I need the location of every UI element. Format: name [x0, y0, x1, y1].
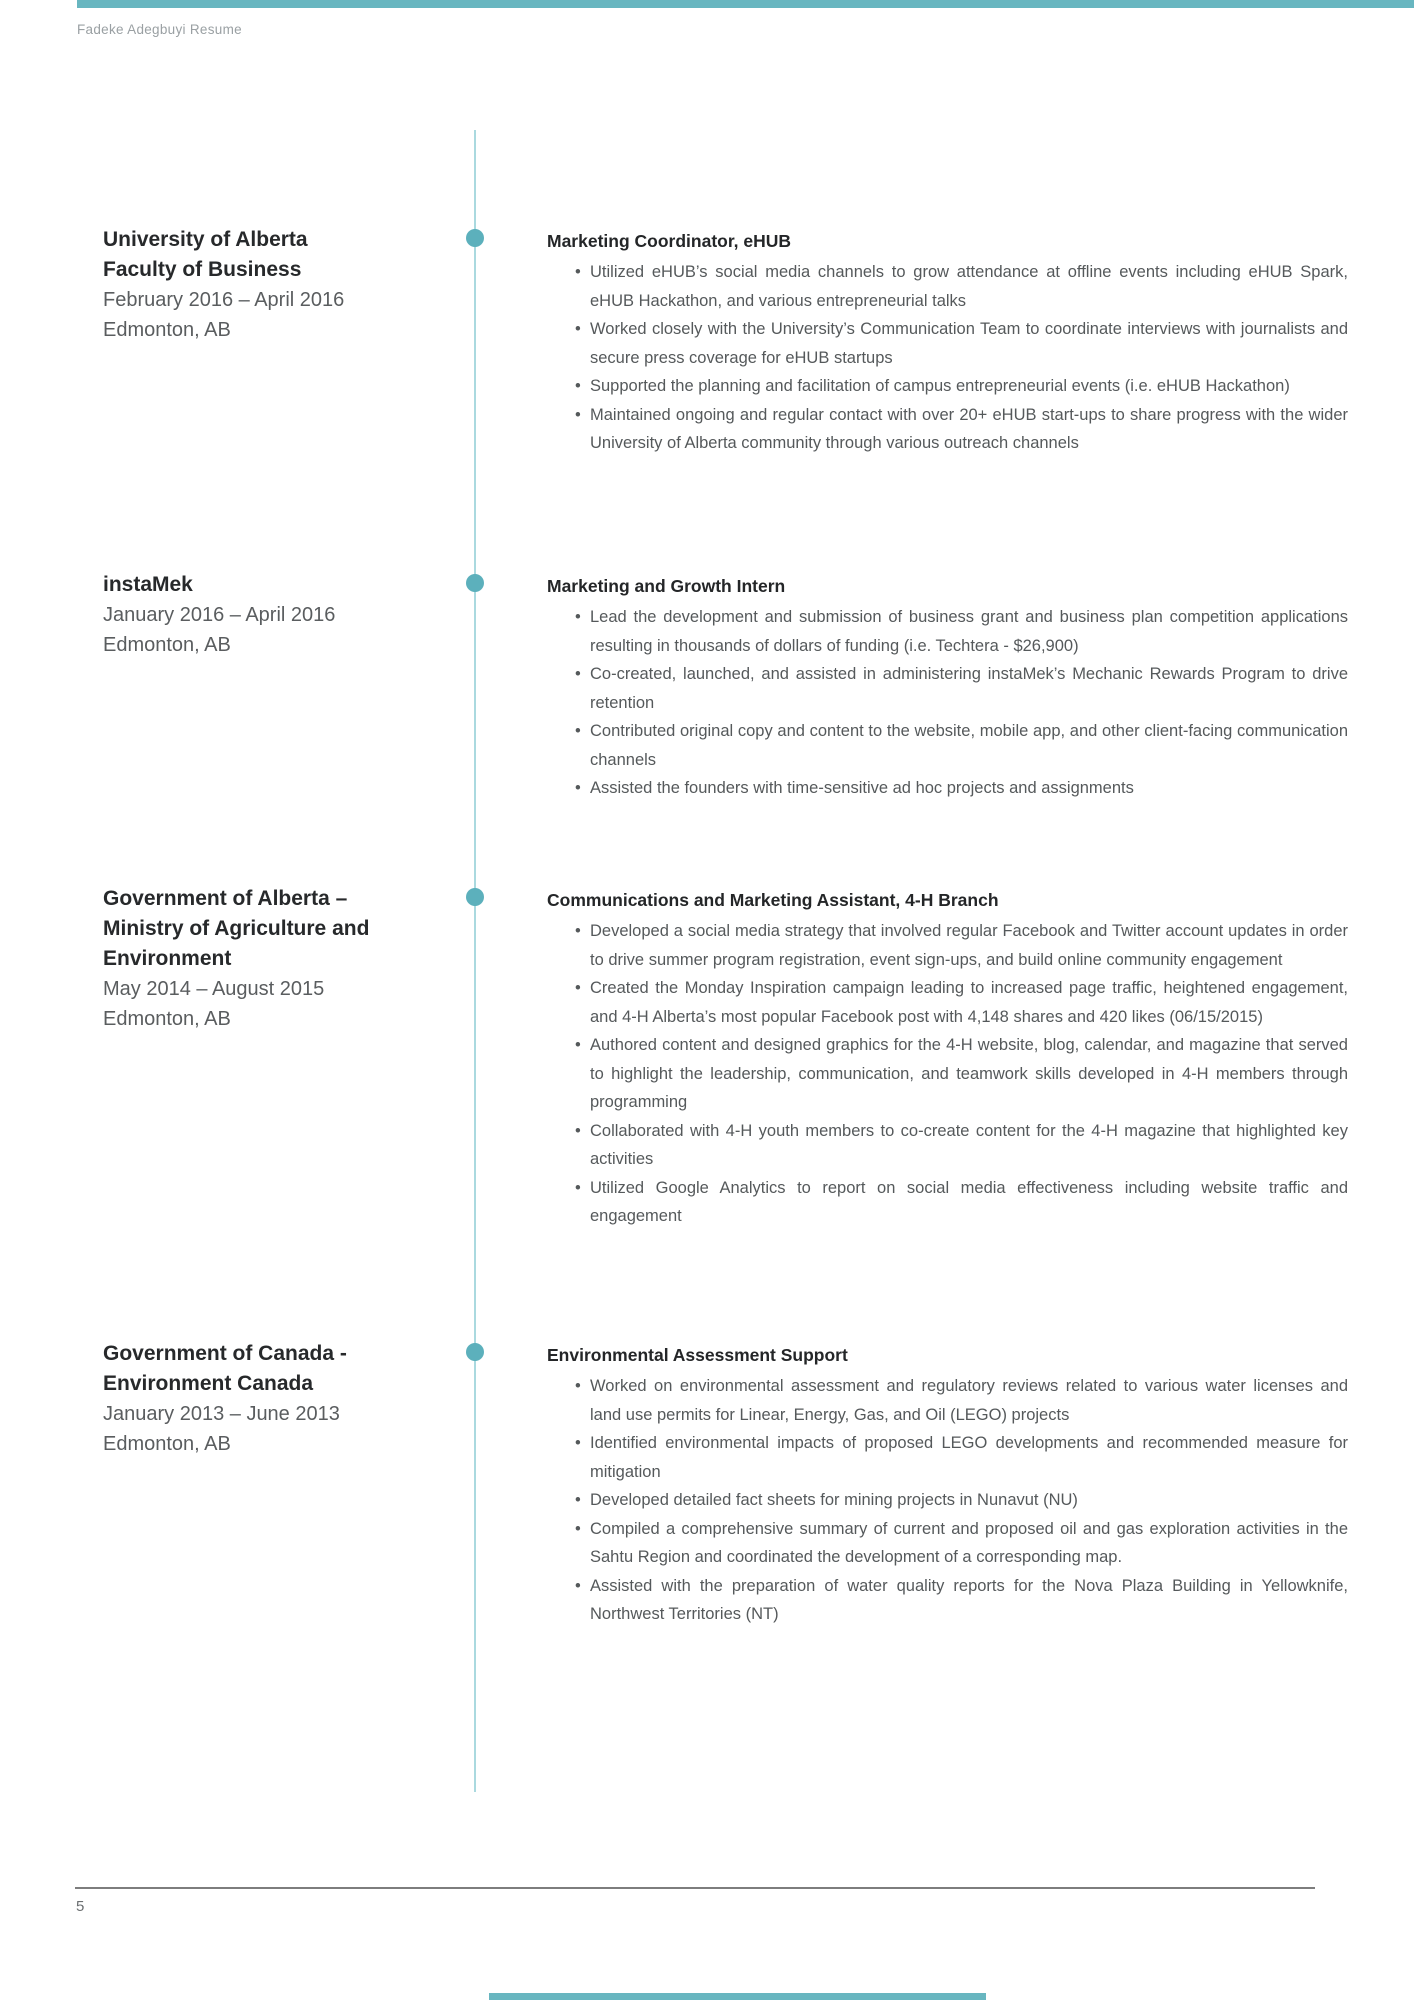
job-title: Marketing Coordinator, eHUB	[547, 231, 792, 251]
bullet-item: • Utilized Google Analytics to report on social media effectiveness including website traffic and engagement	[590, 1174, 1348, 1231]
job-title: Environmental Assessment Support	[547, 1345, 848, 1365]
bullet-item: • Worked on environmental assessment and regulatory reviews related to various water licenses and land use permits for Linear, Energy, Gas, and Oil (LEGO) projects	[590, 1372, 1348, 1429]
entry-right-column	[547, 573, 1348, 803]
bullet-list	[547, 1372, 1348, 1629]
org-name	[103, 570, 448, 600]
entry-location: Edmonton, AB	[103, 1433, 231, 1455]
org-name-line: Faculty of Business	[103, 258, 302, 281]
page-number: 5	[76, 1898, 85, 1915]
bullet-item: • Assisted the founders with time-sensitive ad hoc projects and assignments	[590, 774, 1348, 803]
org-name-line: instaMek	[103, 573, 193, 596]
org-name-line: Environment Canada	[103, 1372, 314, 1395]
timeline-dot	[466, 888, 484, 906]
entry-location: Edmonton, AB	[103, 1008, 231, 1030]
entry-location: Edmonton, AB	[103, 634, 231, 656]
bullet-item: • Created the Monday Inspiration campaign leading to increased page traffic, heightened engagement, and 4-H Alberta’s most popular Facebook post with 4,148 shares and 420 likes (06/15/2015)	[590, 974, 1348, 1031]
entry-right-column	[547, 887, 1348, 1231]
org-name	[103, 1339, 448, 1399]
bullet-item: • Supported the planning and facilitation of campus entrepreneurial events (i.e. eHUB Hackathon)	[590, 372, 1348, 401]
footer-divider	[75, 1887, 1315, 1889]
bullet-item: • Developed a social media strategy that involved regular Facebook and Twitter account updates in order to drive summer program registration, event sign-ups, and build online community engagement	[590, 917, 1348, 974]
org-name	[103, 225, 448, 285]
bullet-item: • Assisted with the preparation of water quality reports for the Nova Plaza Building in Yellowknife, Northwest Territories (NT)	[590, 1572, 1348, 1629]
bottom-accent-bar	[489, 1993, 986, 2000]
bullet-item: • Identified environmental impacts of proposed LEGO developments and recommended measure for mitigation	[590, 1429, 1348, 1486]
entry-dates: May 2014 – August 2015	[103, 978, 325, 1000]
timeline-dot	[466, 574, 484, 592]
org-name	[103, 884, 448, 974]
org-name-line: University of Alberta	[103, 228, 308, 251]
entry-left-column	[103, 225, 448, 345]
job-title: Marketing and Growth Intern	[547, 576, 786, 596]
bullet-item: • Authored content and designed graphics for the 4-H website, blog, calendar, and magazine that served to highlight the leadership, communication, and teamwork skills developed in 4-H members through programming	[590, 1031, 1348, 1117]
bullet-item: • Contributed original copy and content to the website, mobile app, and other client-facing communication channels	[590, 717, 1348, 774]
bullet-list	[547, 258, 1348, 458]
bullet-item: • Developed detailed fact sheets for mining projects in Nunavut (NU)	[590, 1486, 1348, 1515]
bullet-list	[547, 917, 1348, 1231]
bullet-list	[547, 603, 1348, 803]
bullet-item: • Collaborated with 4-H youth members to co-create content for the 4-H magazine that highlighted key activities	[590, 1117, 1348, 1174]
bullet-item: • Lead the development and submission of business grant and business plan competition applications resulting in thousands of dollars of funding (i.e. Techtera - $26,900)	[590, 603, 1348, 660]
timeline-dot	[466, 229, 484, 247]
entry-dates: January 2013 – June 2013	[103, 1403, 340, 1425]
document-header: Fadeke Adegbuyi Resume	[77, 22, 242, 37]
bullet-item: • Compiled a comprehensive summary of current and proposed oil and gas exploration activities in the Sahtu Region and coordinated the development of a corresponding map.	[590, 1515, 1348, 1572]
entry-dates: January 2016 – April 2016	[103, 604, 336, 626]
bullet-item: • Worked closely with the University’s Communication Team to coordinate interviews with journalists and secure press coverage for eHUB startups	[590, 315, 1348, 372]
entry-right-column	[547, 228, 1348, 458]
org-name-line: Government of Alberta –	[103, 887, 348, 910]
bullet-item: • Maintained ongoing and regular contact with over 20+ eHUB start-ups to share progress with the wider University of Alberta community through various outreach channels	[590, 401, 1348, 458]
entry-dates: February 2016 – April 2016	[103, 289, 345, 311]
org-name-line: Ministry of Agriculture and	[103, 917, 370, 940]
bullet-item: • Utilized eHUB’s social media channels to grow attendance at offline events including eHUB Spark, eHUB Hackathon, and various entrepreneurial talks	[590, 258, 1348, 315]
entry-location: Edmonton, AB	[103, 319, 231, 341]
bullet-item: • Co-created, launched, and assisted in administering instaMek’s Mechanic Rewards Program to drive retention	[590, 660, 1348, 717]
entry-left-column	[103, 884, 448, 1034]
entry-right-column	[547, 1342, 1348, 1629]
entry-left-column	[103, 570, 448, 660]
entry-left-column	[103, 1339, 448, 1459]
job-title: Communications and Marketing Assistant, 4-H Branch	[547, 890, 999, 910]
timeline-dot	[466, 1343, 484, 1361]
org-name-line: Government of Canada -	[103, 1342, 347, 1365]
org-name-line: Environment	[103, 947, 232, 970]
